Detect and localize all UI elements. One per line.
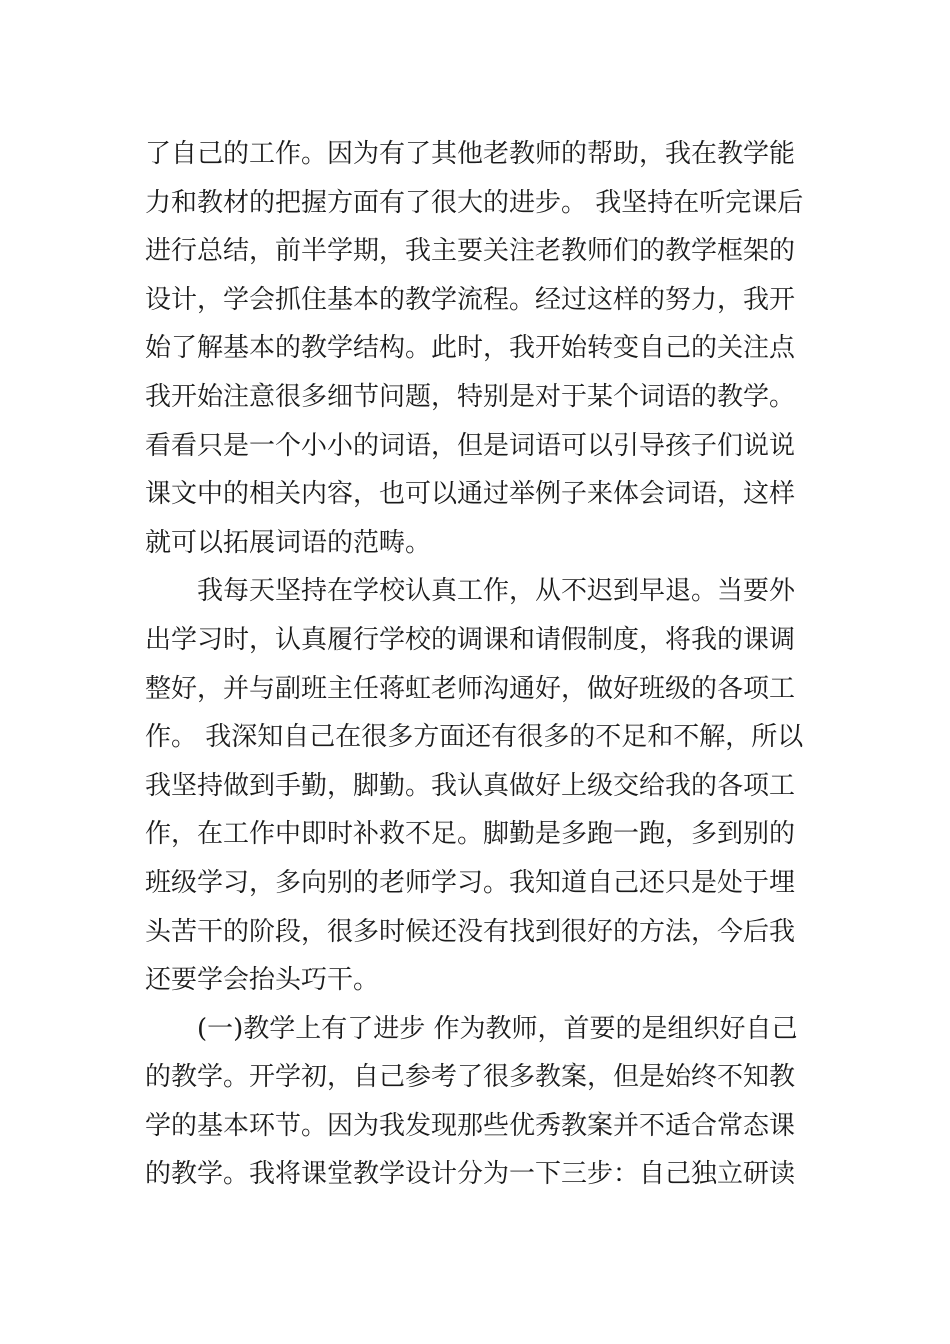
text-line: 还要学会抬头巧干。 xyxy=(145,965,380,996)
document-body xyxy=(145,130,810,1199)
text-line: 我开始注意很多细节问题，特别是对于某个词语的教学。 xyxy=(145,381,796,412)
text-line: 整好，并与副班主任蒋虹老师沟通好，做好班级的各项工 xyxy=(145,673,796,704)
text-line: (一)教学上有了进步 作为教师，首要的是组织好自己 xyxy=(197,1013,798,1044)
text-line: 就可以拓展词语的范畴。 xyxy=(145,527,432,558)
text-line: 的教学。开学初，自己参考了很多教案，但是始终不知教 xyxy=(145,1062,796,1093)
text-line: 始了解基本的教学结构。此时，我开始转变自己的关注点 xyxy=(145,333,796,364)
text-line: 设计，学会抓住基本的教学流程。经过这样的努力，我开 xyxy=(145,284,796,315)
text-line: 头苦干的阶段，很多时候还没有找到很好的方法，今后我 xyxy=(145,916,796,947)
text-line: 作，在工作中即时补救不足。脚勤是多跑一跑，多到别的 xyxy=(145,819,796,850)
text-line: 班级学习，多向别的老师学习。我知道自己还只是处于埋 xyxy=(145,867,796,898)
text-line: 我坚持做到手勤，脚勤。我认真做好上级交给我的各项工 xyxy=(145,770,796,801)
text-line: 看看只是一个小小的词语，但是词语可以引导孩子们说说 xyxy=(145,430,796,461)
text-line: 出学习时，认真履行学校的调课和请假制度，将我的课调 xyxy=(145,624,796,655)
text-line: 学的基本环节。因为我发现那些优秀教案并不适合常态课 xyxy=(145,1110,796,1141)
text-line: 了自己的工作。因为有了其他老教师的帮助，我在教学能 xyxy=(145,139,796,169)
text-line: 力和教材的把握方面有了很大的进步。 我坚持在听完课后 xyxy=(145,187,804,218)
text-line: 的教学。我将课堂教学设计分为一下三步：自己独立研读 xyxy=(145,1159,796,1190)
text-line: 进行总结，前半学期，我主要关注老教师们的教学框架的 xyxy=(145,236,796,267)
text-line: 我每天坚持在学校认真工作，从不迟到早退。当要外 xyxy=(197,576,796,607)
text-line: 作。 我深知自己在很多方面还有很多的不足和不解，所以 xyxy=(145,722,804,753)
text-line: 课文中的相关内容，也可以通过举例子来体会词语，这样 xyxy=(145,479,796,510)
